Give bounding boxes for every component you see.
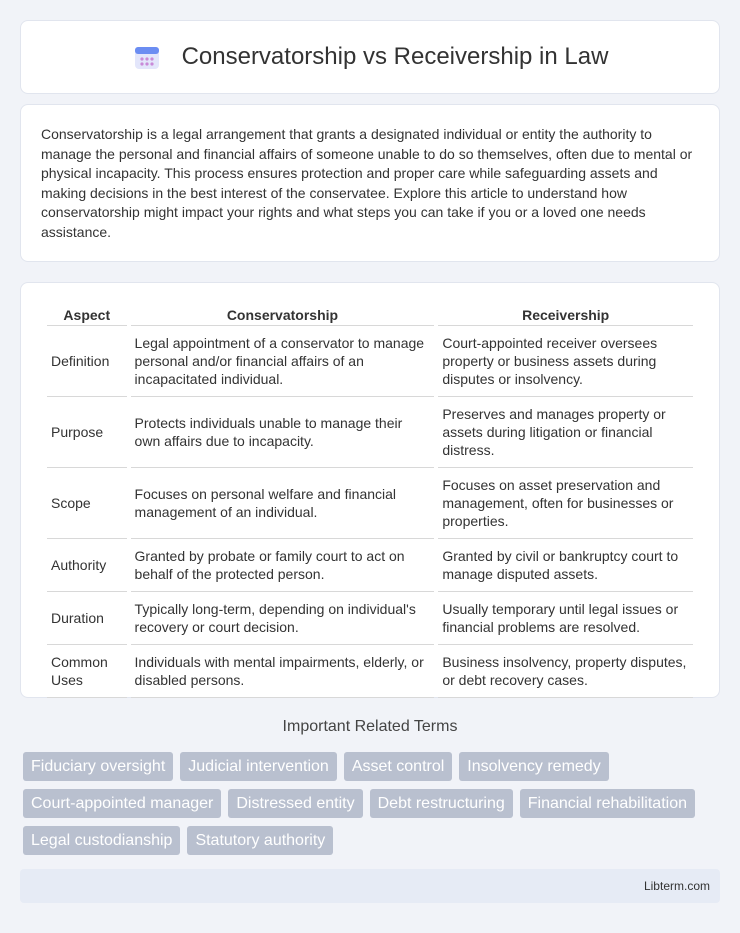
receivership-cell: Usually temporary until legal issues or financial problems are resolved. — [438, 592, 693, 645]
conservatorship-cell: Legal appointment of a conservator to manage personal and/or financial affairs of an incapacitated individual. — [131, 326, 435, 397]
aspect-cell: Definition — [47, 326, 127, 397]
conservatorship-cell: Individuals with mental impairments, elderly, or disabled persons. — [131, 645, 435, 698]
aspect-cell: Authority — [47, 539, 127, 592]
aspect-cell: Duration — [47, 592, 127, 645]
table-row — [47, 539, 693, 592]
related-term-tag[interactable]: Court-appointed manager — [23, 789, 221, 818]
column-header: Conservatorship — [131, 303, 435, 326]
receivership-cell: Business insolvency, property disputes, or debt recovery cases. — [438, 645, 693, 698]
conservatorship-cell: Focuses on personal welfare and financial management of an individual. — [131, 468, 435, 539]
column-header: Aspect — [47, 303, 127, 326]
related-term-tag[interactable]: Insolvency remedy — [459, 752, 608, 781]
table-row — [47, 592, 693, 645]
comparison-card — [20, 282, 720, 698]
comparison-table — [43, 303, 697, 698]
related-term-tag[interactable]: Judicial intervention — [180, 752, 337, 781]
related-terms-title: Important Related Terms — [282, 718, 458, 735]
related-term-tag[interactable]: Distressed entity — [228, 789, 362, 818]
footer-link[interactable]: Libterm.com — [643, 879, 710, 893]
related-term-tag[interactable]: Financial rehabilitation — [520, 789, 695, 818]
page-title: Conservatorship vs Receivership in Law — [181, 43, 609, 70]
receivership-cell: Granted by civil or bankruptcy court to manage disputed assets. — [438, 539, 693, 592]
conservatorship-cell: Granted by probate or family court to act on behalf of the protected person. — [131, 539, 435, 592]
related-term-tag[interactable]: Debt restructuring — [370, 789, 513, 818]
table-row — [47, 326, 693, 397]
related-term-tag[interactable]: Legal custodianship — [23, 826, 180, 855]
intro-card — [20, 104, 720, 262]
header-card — [20, 20, 720, 94]
aspect-cell: Common Uses — [47, 645, 127, 698]
related-term-tag[interactable]: Asset control — [344, 752, 452, 781]
conservatorship-cell: Protects individuals unable to manage their own affairs due to incapacity. — [131, 397, 435, 468]
receivership-cell: Preserves and manages property or assets during litigation or financial distress. — [438, 397, 693, 468]
footer — [20, 869, 720, 903]
table-row — [47, 397, 693, 468]
aspect-cell: Scope — [47, 468, 127, 539]
related-terms-list — [23, 752, 723, 855]
receivership-cell: Focuses on asset preservation and management, often for businesses or properties. — [438, 468, 693, 539]
related-term-tag[interactable]: Statutory authority — [187, 826, 333, 855]
calendar-icon — [132, 42, 162, 72]
column-header: Receivership — [438, 303, 693, 326]
table-header-row — [47, 303, 693, 326]
related-term-tag[interactable]: Fiduciary oversight — [23, 752, 173, 781]
receivership-cell: Court-appointed receiver oversees property or business assets during disputes or insolvency. — [438, 326, 693, 397]
aspect-cell: Purpose — [47, 397, 127, 468]
table-row — [47, 645, 693, 698]
table-row — [47, 468, 693, 539]
intro-text: Conservatorship is a legal arrangement that grants a designated individual or entity the authority to manage the personal and financial affairs of someone unable to do so themselves, often due to mental or physical incapacity. This process ensures protection and proper care while safeguarding assets and making decisions in the best interest of the conservatee. Explore this article to understand how conservatorship might impact your rights and what steps you can take if you or a loved one needs assistance. — [41, 126, 693, 240]
conservatorship-cell: Typically long-term, depending on individual's recovery or court decision. — [131, 592, 435, 645]
